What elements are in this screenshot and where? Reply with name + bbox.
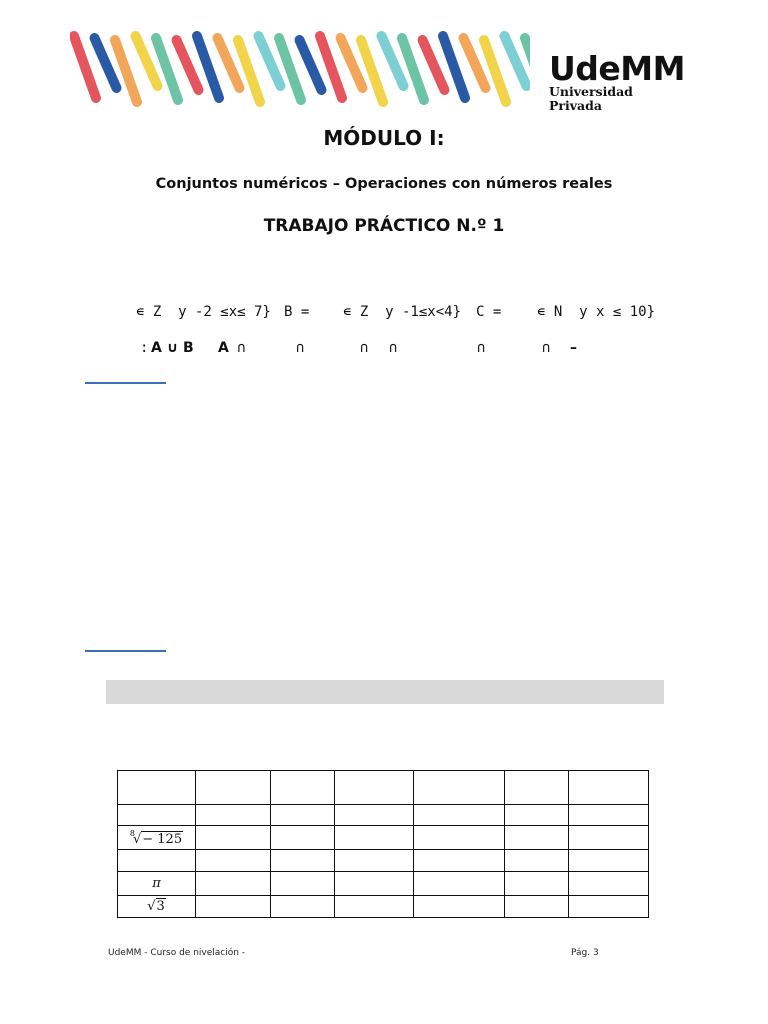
intersection-symbol: ∩	[542, 340, 551, 356]
operations-colon: :	[140, 340, 149, 356]
empty-cell	[414, 771, 505, 805]
banner-stripe	[238, 40, 260, 102]
table-row	[118, 850, 649, 872]
set-c-label: C =	[476, 304, 502, 320]
row-label-cell	[118, 826, 196, 850]
empty-cell	[196, 850, 271, 872]
row-label-cell	[118, 896, 196, 918]
empty-cell	[505, 872, 569, 896]
empty-cell	[335, 805, 414, 826]
root-index: 8	[129, 828, 135, 838]
empty-cell	[505, 826, 569, 850]
empty-cell	[271, 896, 335, 918]
empty-cell	[505, 850, 569, 872]
empty-cell	[335, 771, 414, 805]
practice-title: TRABAJO PRÁCTICO N.º 1	[263, 216, 505, 236]
empty-cell	[335, 896, 414, 918]
empty-cell	[271, 872, 335, 896]
operation-a-intersection	[218, 340, 246, 356]
gray-header-bar	[106, 680, 664, 704]
empty-cell	[505, 805, 569, 826]
operation-a-union-b-text: A ∪ B	[151, 340, 194, 356]
empty-cell	[414, 896, 505, 918]
empty-cell	[271, 826, 335, 850]
empty-cell	[196, 771, 271, 805]
banner-stripe	[484, 40, 506, 102]
empty-cell	[271, 850, 335, 872]
empty-cell	[196, 805, 271, 826]
row-label-cell	[118, 850, 196, 872]
empty-cell	[335, 872, 414, 896]
intersection-symbol: ∩	[237, 340, 246, 356]
empty-cell	[271, 771, 335, 805]
module-title: MÓDULO I:	[323, 126, 445, 150]
empty-cell	[569, 805, 649, 826]
footer-page-number: Pág. 3	[571, 948, 599, 958]
row-label-cell	[118, 805, 196, 826]
logo-main-text: UdeMM	[549, 49, 685, 88]
radicand: 3	[156, 899, 165, 914]
empty-cell	[196, 896, 271, 918]
banner-stripe	[300, 40, 322, 90]
section-divider	[85, 382, 166, 384]
radical-icon: √	[147, 899, 156, 914]
empty-cell	[505, 896, 569, 918]
udemm-logo	[549, 49, 689, 113]
empty-cell	[569, 872, 649, 896]
table-row	[118, 805, 649, 826]
row-label-cell	[118, 771, 196, 805]
operation-a-letter: A	[218, 340, 229, 356]
banner-stripe	[115, 40, 137, 102]
intersection-symbol: ∩	[296, 340, 305, 356]
radical-icon: √	[132, 831, 142, 847]
intersection-symbol: ∩	[360, 340, 369, 356]
empty-cell	[196, 826, 271, 850]
empty-cell	[196, 872, 271, 896]
empty-cell	[414, 872, 505, 896]
empty-cell	[414, 826, 505, 850]
set-b-label: B =	[284, 304, 310, 320]
pi-symbol: π	[152, 876, 161, 891]
empty-cell	[414, 805, 505, 826]
number-classification-table	[117, 770, 649, 918]
difference-dash-text: –	[570, 340, 577, 356]
table-row	[118, 826, 649, 850]
header-stripes-banner	[70, 30, 530, 110]
set-c-definition: ∊ N y x ≤ 10}	[537, 304, 656, 320]
empty-cell	[414, 850, 505, 872]
footer-left: UdeMM - Curso de nivelación -	[108, 948, 246, 958]
empty-cell	[271, 805, 335, 826]
difference-dash	[570, 340, 577, 356]
banner-stripe	[361, 40, 383, 102]
radicand: − 125	[142, 831, 183, 847]
empty-cell	[569, 771, 649, 805]
empty-cell	[505, 771, 569, 805]
module-subtitle: Conjuntos numéricos – Operaciones con números reales	[155, 176, 613, 192]
empty-cell	[569, 850, 649, 872]
section-divider	[85, 650, 166, 652]
empty-cell	[569, 826, 649, 850]
set-a-definition: ∊ Z y -2 ≤x≤ 7}	[136, 304, 271, 320]
banner-stripe	[177, 40, 199, 90]
intersection-symbol: ∩	[389, 340, 398, 356]
logo-sub-text: Universidad Privada	[549, 84, 633, 113]
empty-cell	[335, 850, 414, 872]
row-label-cell	[118, 872, 196, 896]
banner-stripe	[423, 40, 445, 90]
table-row	[118, 872, 649, 896]
operation-a-union-b	[151, 340, 194, 356]
intersection-symbol: ∩	[477, 340, 486, 356]
empty-cell	[569, 896, 649, 918]
table-row	[118, 896, 649, 918]
table-row	[118, 771, 649, 805]
empty-cell	[335, 826, 414, 850]
set-b-definition: ∊ Z y -1≤x<4}	[343, 304, 462, 320]
